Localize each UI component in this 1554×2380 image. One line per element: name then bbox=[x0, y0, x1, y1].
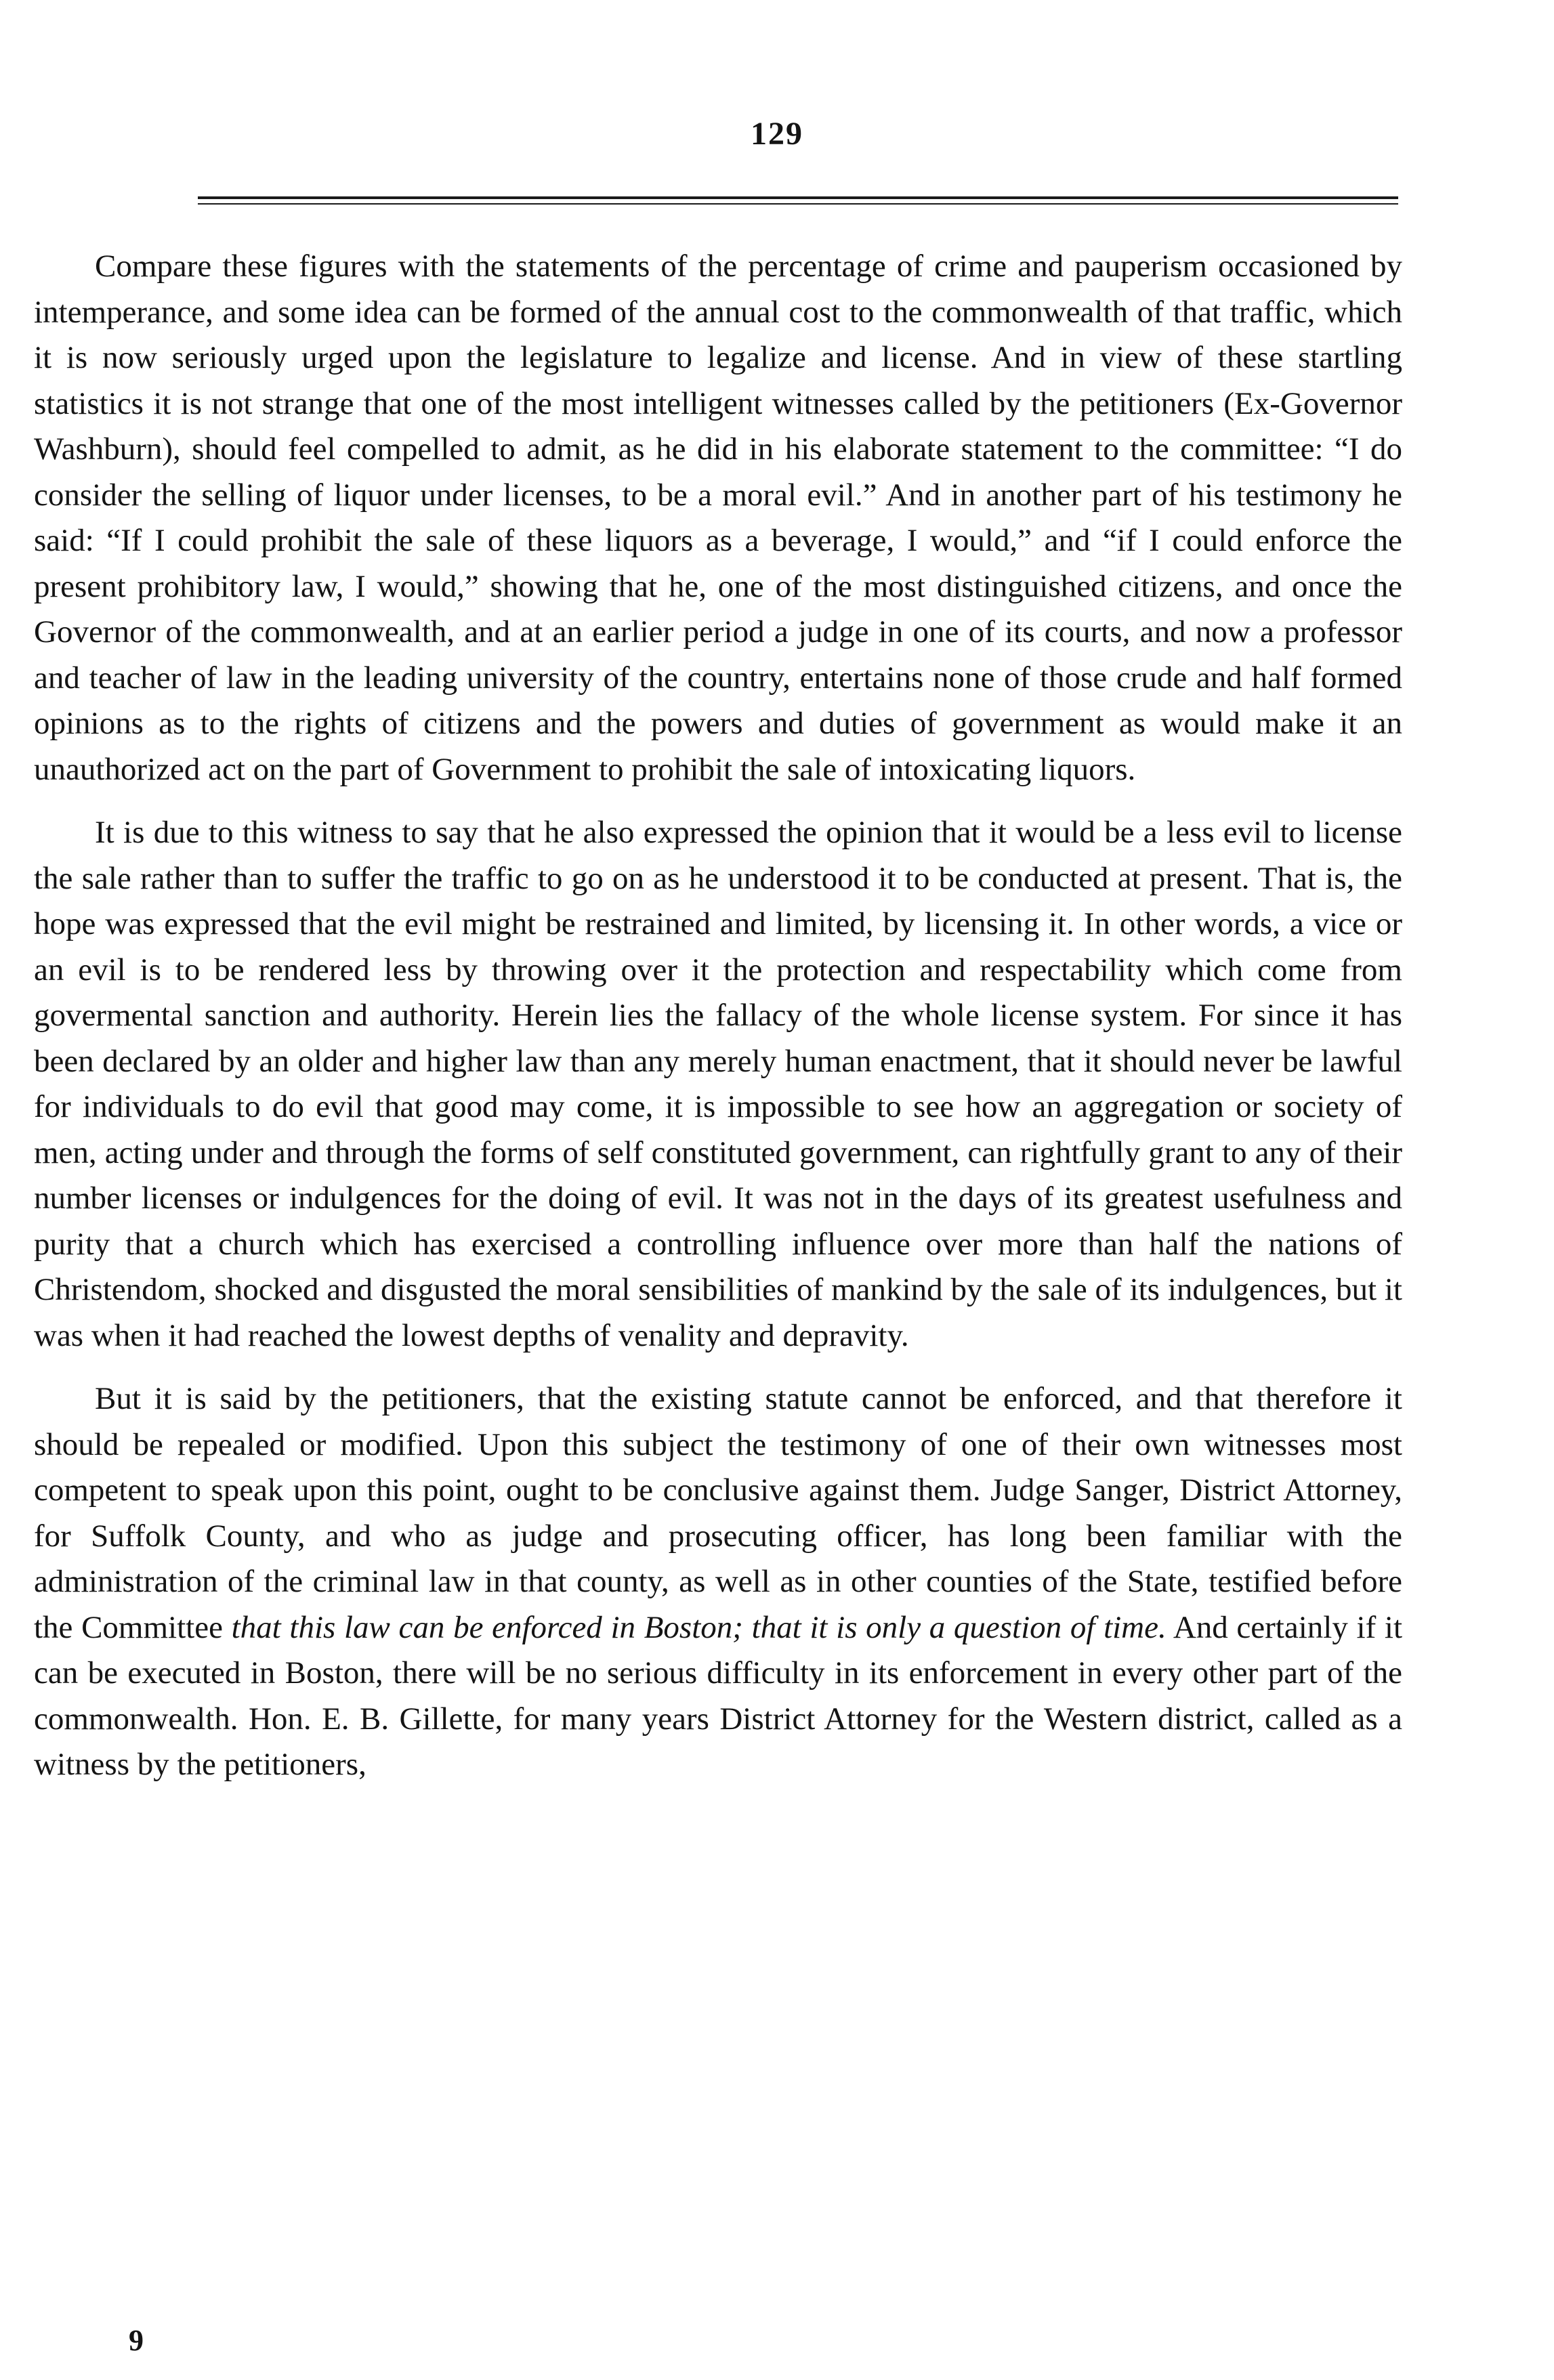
paragraph-2: It is due to this witness to say that he also expressed the opinion that it would be a less evil to license the sale rather than to suffer the traffic to go on as he understood it to be conducted at present. That is, the hope was expressed that the evil might be restrained and limited, by licensing it. In other words, a vice or an evil is to be rendered less by throwing over it the protection and respectability which come from govermental sanction and authority. Herein lies the fallacy of the whole license system. For since it has been declared by an older and higher law than any merely human enactment, that it should never be lawful for individuals to do evil that good may come, it is impossible to see how an aggregation or society of men, acting under and through the forms of self constituted government, can rightfully grant to any of their number licenses or indulgences for the doing of evil. It was not in the days of its greatest usefulness and purity that a church which has exercised a controlling influence over more than half the nations of Christendom, shocked and disgusted the moral sensibilities of mankind by the sale of its indulgences, but it was when it had reached the lowest depths of venality and depravity. bbox=[34, 815, 1402, 1353]
signature-mark: 9 bbox=[129, 2324, 144, 2357]
paragraph-3-text-end: And certainly if it can be executed in Boston, there will be no serious difficulty in its enforcement in every other part of the commonwealth. Hon. E. B. Gillette, for many years District Attorney for the Western district, called as a witness by the petitioners, bbox=[34, 1609, 1403, 1782]
paragraph-1: Compare these figures with the statements of the percentage of crime and pauperism occasioned by intemperance, and some idea can be formed of the annual cost to the commonwealth of that traffic, which it is now seriously urged upon the legislature to legalize and license. And in view of these startling statistics it is not strange that one of the most intelligent witnesses called by the petitioners (Ex-Governor Washburn), should feel compelled to admit, as he did in his elaborate statement to the committee: “I do consider the selling of liquor under licenses, to be a moral evil.” And in another part of his testimony he said: “If I could prohibit the sale of these liquors as a beverage, I would,” and “if I could enforce the present prohibitory law, I would,” showing that he, one of the most distinguished citizens, and once the Governor of the commonwealth, and at an earlier period a judge in one of its courts, and now a professor and teacher of law in the leading university of the country, entertains none of those crude and half formed opinions as to the rights of citizens and the powers and duties of government as would make it an unauthorized act on the part of Government to prohibit the sale of intoxicating liquors. bbox=[34, 249, 1402, 787]
paragraph-3-italic-quote: that this law can be enforced in Boston; that it is only a question of time. bbox=[231, 1609, 1167, 1645]
header-rule-thin bbox=[198, 203, 1398, 205]
page-number: 129 bbox=[751, 116, 803, 152]
paragraph-3-text-start: But it is said by the petitioners, that the existing statute cannot be enforced, and that therefore it should be repealed or modified. Upon this subject the testimony of one of their own witnesses most competent to speak upon this point, ought to be conclusive against them. Judge Sanger, District Attorney, for Suffolk County, and who as judge and prosecuting officer, has long been familiar with the administration of the criminal law in that county, as well as in other counties of the State, testified before the Committee bbox=[34, 1381, 1402, 1645]
header-rule-thick bbox=[198, 196, 1398, 199]
paragraph-3 bbox=[34, 1376, 1402, 1788]
body-text bbox=[34, 244, 1402, 1806]
